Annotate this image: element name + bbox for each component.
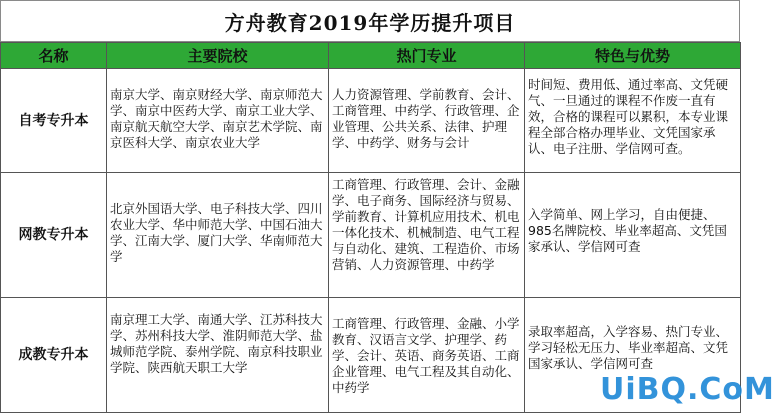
table-header-row (1, 43, 741, 69)
program-name: 成教专升本 (18, 347, 89, 363)
program-name: 网教专升本 (18, 227, 89, 243)
schools-text: 南京大学、南京财经大学、南京师范大学、南京中医药大学、南京工业大学、南京航天航空大学、南京艺术学院、南京医科大学、南京农业大学 (110, 87, 323, 150)
advantages-text: 入学简单、网上学习，自由便捷、985名牌院校、毕业率超高、文凭国家承认、学信网可查 (528, 207, 727, 254)
column-header-advantages: 特色与优势 (525, 43, 741, 69)
schools-text: 南京理工大学、南通大学、江苏科技大学、苏州科技大学、淮阴师范大学、盐城师范学院、泰州学院、南京科技职业学院、陕西航天职工大学 (110, 312, 323, 375)
majors-text: 人力资源管理、学前教育、会计、工商管理、中药学、行政管理、企业管理、公共关系、法律、护理学、中药学、财务与会计 (332, 87, 520, 150)
table-row (1, 173, 741, 298)
majors-cell (329, 298, 525, 413)
majors-cell (329, 69, 525, 173)
schools-cell (107, 69, 329, 173)
program-table (0, 42, 775, 413)
column-header-name: 名称 (1, 43, 107, 69)
program-name-cell (1, 69, 107, 173)
majors-cell (329, 173, 525, 298)
advantages-cell (525, 173, 741, 298)
schools-cell (107, 173, 329, 298)
advantages-text: 时间短、费用低、通过率高、文凭硬气、一旦通过的课程不作废一直有效，合格的课程可以累积，本专业课程全部合格办理毕业、文凭国家承认、电子注册、学信网可查。 (528, 77, 729, 156)
program-name-cell (1, 173, 107, 298)
table-row (1, 69, 741, 173)
schools-cell (107, 298, 329, 413)
program-name: 自考专升本 (18, 112, 89, 129)
program-name-cell (1, 298, 107, 413)
advantages-text: 录取率超高，入学容易、热门专业、学习轻松无压力、毕业率超高、文凭国家承认、学信网可查 (528, 324, 729, 371)
advantages-cell (525, 69, 741, 173)
schools-text: 北京外国语大学、电子科技大学、四川农业大学、华中师范大学、中国石油大学、江南大学、厦门大学、华南师范大学 (110, 201, 323, 264)
column-header-schools: 主要院校 (107, 43, 329, 69)
majors-text: 工商管理、行政管理、金融、小学教育、汉语言文学、护理学、药学、会计、英语、商务英语、工商企业管理、电气工程及其自动化、中药学 (332, 316, 520, 395)
site-watermark: UiBQ.CoM (600, 372, 775, 407)
page-title: 方舟教育2019年学历提升项目 (0, 0, 740, 42)
column-header-majors: 热门专业 (329, 43, 525, 69)
majors-text: 工商管理、行政管理、会计、金融学、电子商务、国际经济与贸易、学前教育、计算机应用技术、机电一体化技术、机械制造、电气工程与自动化、建筑、工程造价、市场营销、人力资源管理、中药学 (332, 177, 520, 272)
